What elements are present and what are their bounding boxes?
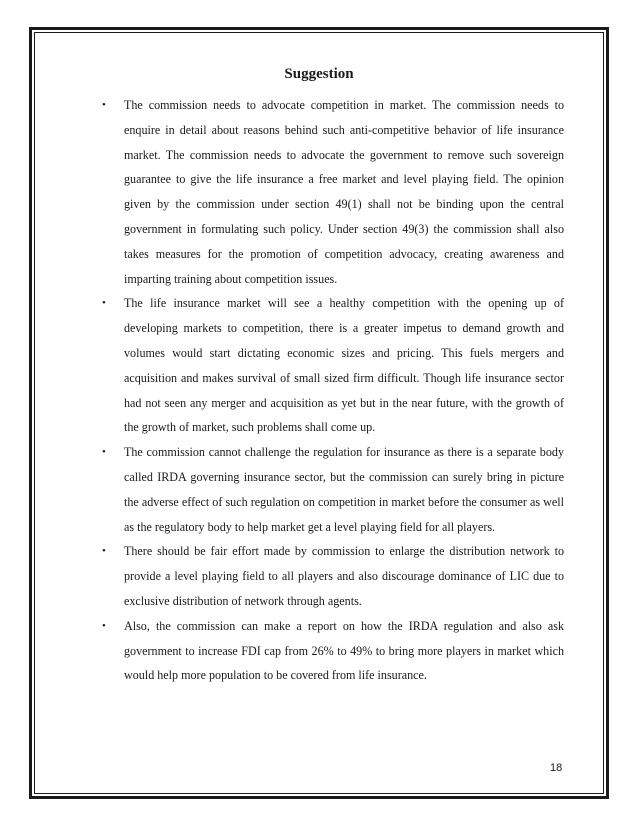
bullet-icon: •	[102, 99, 106, 111]
bullet-icon: •	[102, 545, 106, 558]
bullet-icon: •	[102, 297, 106, 310]
bullet-text-2: The life insurance market will see a healthy competition with the opening up of developing markets to competition, there is a greater impetus to demand growth and volumes would start dictating economic sizes and pricing. This fuels mergers and acquisition and makes survival of small sized firm difficult. Though life insurance sector had not seen any merger and acquisition as yet but in the near future, with the growth of the growth of market, such problems shall come up.	[124, 296, 564, 435]
section-title: Suggestion	[284, 66, 354, 82]
bullet-item-3	[102, 440, 564, 539]
bullet-item-1	[102, 93, 564, 291]
bullet-item-2	[102, 291, 564, 440]
bullet-item-4	[102, 539, 564, 613]
suggestion-list	[102, 93, 564, 688]
bullet-text-5: Also, the commission can make a report on how the IRDA regulation and also ask government to increase FDI cap from 26% to 49% to bring more players in market which would help more population to be covered from life insurance.	[124, 618, 564, 683]
bullet-text-1: The commission needs to advocate competition in market. The commission needs to enquire in detail about reasons behind such anti-competitive behavior of life insurance market. The commission needs to advocate the government to remove such sovereign guarantee to give the life insurance a free market and level playing field. The opinion given by the commission under section 49(1) shall not be binding upon the central government in formulating such policy. Under section 49(3) the commission shall also takes measures for the promotion of competition advocacy, creating awareness and imparting training about competition issues.	[124, 98, 564, 286]
bullet-icon: •	[102, 619, 106, 632]
bullet-text-4: There should be fair effort made by commission to enlarge the distribution network to provide a level playing field to all players and also discourage dominance of LIC due to exclusive distribution of network through agents.	[124, 544, 564, 608]
page-number: 18	[550, 762, 563, 774]
bullet-text-3: The commission cannot challenge the regulation for insurance as there is a separate body called IRDA governing insurance sector, but the commission can surely bring in picture the adverse effect of such regulation on competition in market before the consumer as well as the regulatory body to help market get a level playing field for all players.	[124, 445, 564, 534]
bullet-item-5	[102, 614, 564, 688]
bullet-icon: •	[102, 446, 106, 459]
